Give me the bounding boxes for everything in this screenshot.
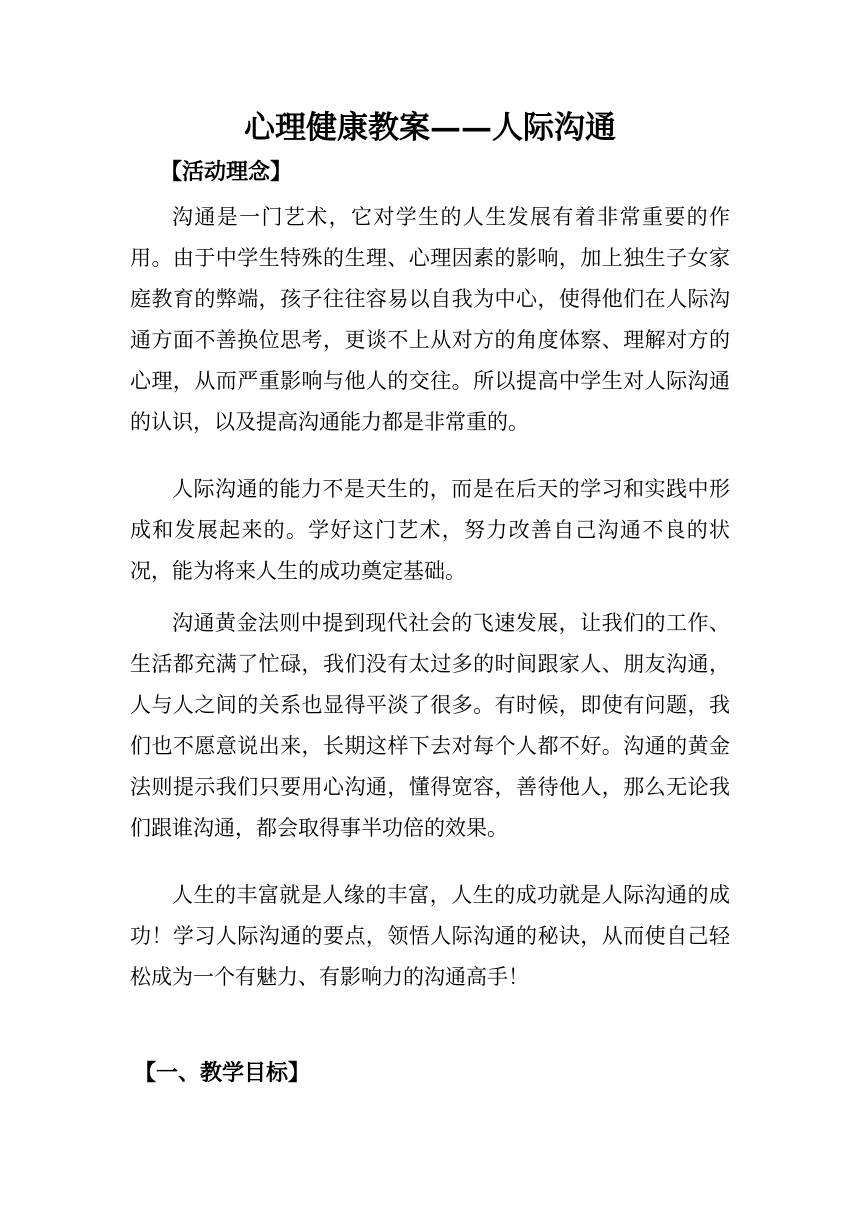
paragraph-4: 人生的丰富就是人缘的丰富，人生的成功就是人际沟通的成功！学习人际沟通的要点，领悟人际沟通的秘诀，从而使自己轻松成为一个有魅力、有影响力的沟通高手！ [130, 883, 730, 989]
section-heading-teaching-goals: 【一、教学目标】 [134, 1060, 311, 1086]
paragraph-3: 沟通黄金法则中提到现代社会的飞速发展，让我们的工作、生活都充满了忙碌，我们没有太过多的时间跟家人、朋友沟通，人与人之间的关系也显得平淡了很多。有时候，即使有问题，我们也不愿意说出来，长期这样下去对每个人都不好。沟通的黄金法则提示我们只要用心沟通，懂得宽容，善待他人，那么无论我们跟谁沟通，都会取得事半功倍的效果。 [130, 611, 730, 840]
section-heading-activity-concept: 【活动理念】 [160, 159, 293, 185]
paragraph-1: 沟通是一门艺术，它对学生的人生发展有着非常重要的作用。由于中学生特殊的生理、心理因素的影响，加上独生子女家庭教育的弊端，孩子往往容易以自我为中心，使得他们在人际沟通方面不善换位思考，更谈不上从对方的角度体察、理解对方的心理，从而严重影响与他人的交往。所以提高中学生对人际沟通的认识，以及提高沟通能力都是非常重的。 [130, 205, 730, 434]
paragraph-2: 人际沟通的能力不是天生的，而是在后天的学习和实践中形成和发展起来的。学好这门艺术，努力改善自己沟通不良的状况，能为将来人生的成功奠定基础。 [130, 477, 730, 583]
document-title: 心理健康教案——人际沟通 [244, 110, 616, 146]
